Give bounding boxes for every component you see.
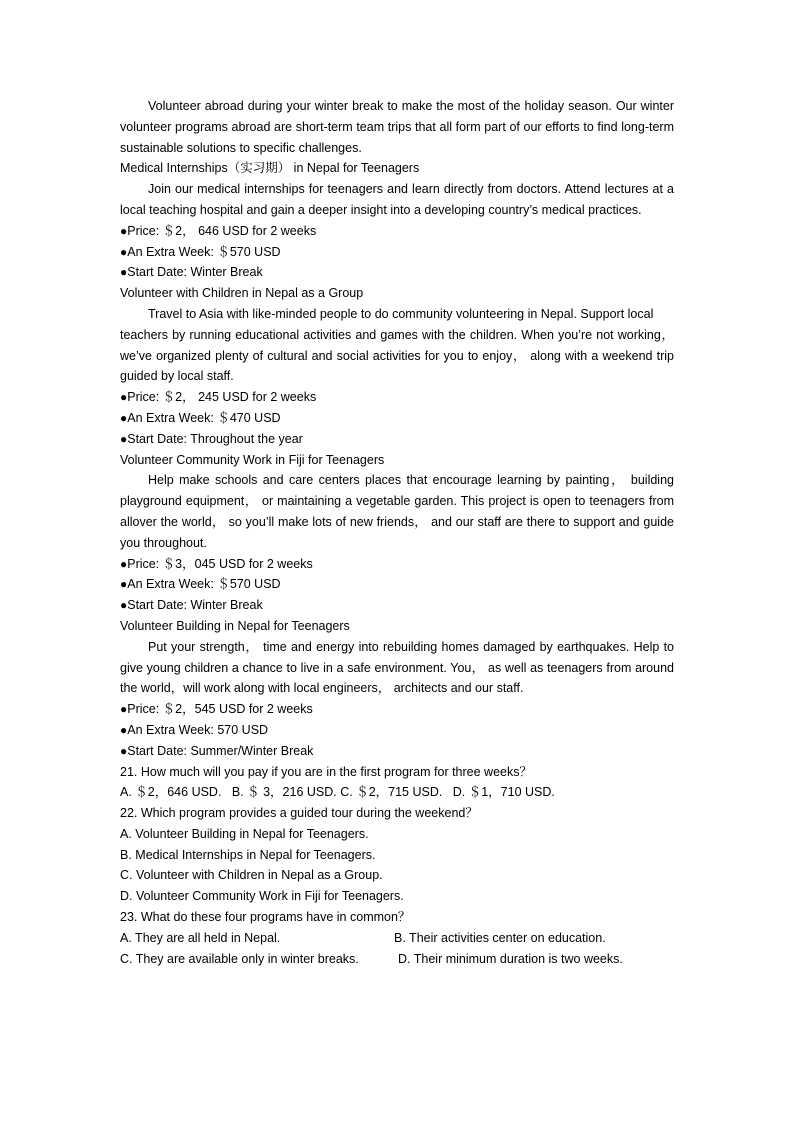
option-b: B. Medical Internships in Nepal for Teenagers. bbox=[120, 847, 376, 862]
start-date-item: ● Start Date: Summer/Winter Break bbox=[120, 741, 674, 762]
program-title: Volunteer with Children in Nepal as a Group bbox=[120, 286, 364, 301]
program-description: Put your strength， time and energy into rebuilding homes damaged by earthquakes. Help to give young children a chance to live in a safe environment. You， as well as teenagers from around the world，will work along with local engineers， architects and our staff. bbox=[120, 639, 674, 696]
program-medical-internships bbox=[120, 158, 674, 283]
extra-week-item: ● An Extra Week: ＄570 USD bbox=[120, 574, 674, 595]
question-21 bbox=[120, 762, 674, 804]
question-stem: 22. Which program provides a guided tour during the weekend？ bbox=[120, 806, 478, 821]
question-stem: 23. What do these four programs have in common？ bbox=[120, 910, 411, 925]
option-a: A. Volunteer Building in Nepal for Teenagers. bbox=[120, 826, 369, 841]
intro-paragraph: Volunteer abroad during your winter break to make the most of the holiday season. Our winter volunteer programs abroad are short-term team trips that all form part of our efforts to find long-term sustainable solutions to specific challenges. bbox=[120, 99, 674, 155]
program-description-line1: Travel to Asia with like-minded people to do community volunteering in Nepal. Support local bbox=[148, 306, 654, 321]
program-title: Medical Internships（实习期） in Nepal for Teenagers bbox=[120, 161, 420, 176]
program-fiji-community bbox=[120, 450, 674, 616]
extra-week-item: ● An Extra Week: ＄570 USD bbox=[120, 242, 674, 263]
start-date-item: ● Start Date: Winter Break bbox=[120, 595, 674, 616]
question-23 bbox=[120, 907, 674, 969]
option-c: C. Volunteer with Children in Nepal as a Group. bbox=[120, 868, 383, 883]
start-date-item: ● Start Date: Winter Break bbox=[120, 262, 674, 283]
extra-week-item: ● An Extra Week: 570 USD bbox=[120, 720, 674, 741]
program-description: Help make schools and care centers places that encourage learning by painting， building playground equipment， or maintaining a vegetable garden. This project is open to teenagers from allover the world， so you’ll make lots of new friends， and our staff are there to support and guide you throughout. bbox=[120, 473, 674, 550]
document-page bbox=[120, 96, 674, 969]
option-d: D. Volunteer Community Work in Fiji for Teenagers. bbox=[120, 889, 404, 904]
program-title: Volunteer Building in Nepal for Teenagers bbox=[120, 618, 350, 633]
price-item: ● Price: ＄2， 646 USD for 2 weeks bbox=[120, 221, 674, 242]
program-description: Join our medical internships for teenagers and learn directly from doctors. Attend lectures at a local teaching hospital and gain a deeper insight into a developing country’s medical practices. bbox=[120, 182, 674, 217]
start-date-item: ● Start Date: Throughout the year bbox=[120, 429, 674, 450]
options-row-ab bbox=[120, 928, 674, 949]
option-c: C. They are available only in winter breaks. bbox=[120, 951, 359, 966]
program-children-nepal bbox=[120, 283, 674, 449]
price-item: ● Price: ＄3，045 USD for 2 weeks bbox=[120, 554, 674, 575]
program-title: Volunteer Community Work in Fiji for Teenagers bbox=[120, 452, 385, 467]
program-building-nepal bbox=[120, 616, 674, 762]
option-d: D. Their minimum duration is two weeks. bbox=[398, 951, 623, 966]
options-row-cd bbox=[120, 949, 674, 970]
program-description-line2: teachers by running educational activities and games with the children. When you’re not working， we’ve organized plenty of cultural and social activities for you to enjoy， along with a weekend trip guided by local staff. bbox=[120, 327, 674, 384]
option-b: B. Their activities center on education. bbox=[394, 930, 606, 945]
question-stem: 21. How much will you pay if you are in the first program for three weeks？ bbox=[120, 764, 532, 779]
extra-week-item: ● An Extra Week: ＄470 USD bbox=[120, 408, 674, 429]
option-a: A. They are all held in Nepal. bbox=[120, 930, 281, 945]
price-item: ● Price: ＄2， 245 USD for 2 weeks bbox=[120, 387, 674, 408]
price-item: ● Price: ＄2，545 USD for 2 weeks bbox=[120, 699, 674, 720]
question-22 bbox=[120, 803, 674, 907]
question-options: A. ＄2，646 USD. B. ＄ 3，216 USD. C. ＄2，715 USD. D. ＄1，710 USD. bbox=[120, 785, 555, 800]
